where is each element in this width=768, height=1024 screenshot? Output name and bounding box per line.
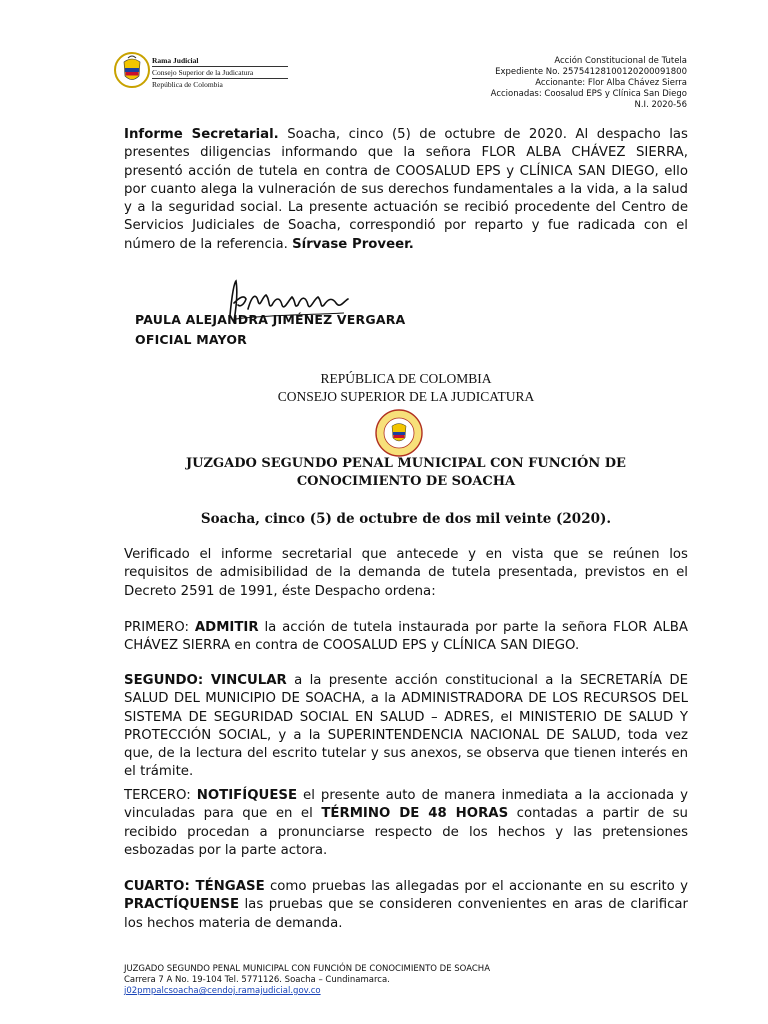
order-term: TÉRMINO DE 48 HORAS [321,806,509,822]
order-segundo [124,672,688,782]
council-heading: CONSEJO SUPERIOR DE LA JUDICATURA [277,389,535,404]
signer-name: PAULA ALEJANDRA JIMÉNEZ VERGARA [135,312,406,327]
logo-divider [152,78,288,79]
footer-address: Carrera 7 A No. 19-104 Tel. 5771126. Soacha – Cundinamarca. [124,975,390,985]
order-primero [124,619,688,656]
order-verb: TÉNGASE [195,879,265,894]
order-cuarto [124,878,688,933]
page-footer [124,964,490,997]
case-accionadas: Accionadas: Coosalud EPS y Clínica San Diego [490,89,687,99]
order-verb: ADMITIR [194,620,259,635]
case-accionante: Accionante: Flor Alba Chávez Sierra [535,78,687,88]
logo-line-consejo: Consejo Superior de la Judicatura [152,68,254,77]
order-label: PRIMERO: [124,620,195,635]
intro-paragraph: Verificado el informe secretarial que antecede y en vista que se reúnen los requisitos de admisibilidad de la demanda de tutela presentada, previstos en el Decreto 2591 de 1991, éste Despacho ordena: [124,547,688,599]
informe-closing: Sírvase Proveer. [292,236,414,252]
logo-text-block [152,56,288,89]
case-reference-block [491,56,687,111]
order-text: el presente auto de manera inmediata a la accionada y vinculadas para que en el [124,788,688,822]
order-text: las pruebas que se consideren convenientes en aras de clarificar los hechos materia de demanda. [124,897,688,931]
footer-email-link[interactable]: j02pmpalcsoacha@cendoj.ramajudicial.gov.co [124,986,321,996]
footer-court: JUZGADO SEGUNDO PENAL MUNICIPAL CON FUNCIÓN DE CONOCIMIENTO DE SOACHA [124,964,491,974]
colombia-coat-of-arms-icon [112,50,152,90]
decision-date: Soacha, cinco (5) de octubre de dos mil veinte (2020). [200,511,612,527]
order-tercero [124,787,688,860]
signer-role: OFICIAL MAYOR [135,332,248,347]
order-text: la acción de tutela instaurada por parte la señora FLOR ALBA CHÁVEZ SIERRA en contra de COOSALUD EPS y CLÍNICA SAN DIEGO. [124,620,688,654]
case-ni: N.I. 2020-56 [634,100,687,110]
order-text: contadas a partir de su recibido procedan a pronunciarse respecto de los hechos y las pretensiones esbozadas por la parte actora. [124,806,688,858]
order-verb: PRACTÍQUENSE [124,897,240,913]
logo-line-republica: República de Colombia [152,80,223,89]
rama-judicial-logo [112,50,292,90]
order-verb: VINCULAR [210,673,287,688]
court-heading-line1: JUZGADO SEGUNDO PENAL MUNICIPAL CON FUNCIÓN DE [186,456,626,471]
country-heading: REPÚBLICA DE COLOMBIA [320,371,492,386]
order-text: como pruebas las allegadas por el accionante en su escrito y [264,879,689,894]
court-heading-line2: CONOCIMIENTO DE SOACHA [296,474,516,489]
order-label: TERCERO: [124,788,197,803]
informe-title: Informe Secretarial. [124,127,279,142]
order-verb: NOTIFÍQUESE [196,788,298,803]
order-text: a la presente acción constitucional a la SECRETARÍA DE SALUD DEL MUNICIPIO DE SOACHA, a la ADMINISTRADORA DE LOS RECURSOS DEL SISTEMA DE SEGURIDAD SOCIAL EN SALUD – ADRES, el MINISTERIO DE SALUD Y PROTECCIÓN SOCIAL, y a la SUPERINTENDENCIA NACIONAL DE SALUD, toda vez que, de la lectura del escrito tutelar y sus anexos, se observa que tienen interés en el trámite. [124,673,688,780]
informe-secretarial [124,126,688,254]
order-label: CUARTO: [124,879,196,894]
rama-judicial-seal-icon [368,408,430,458]
informe-text: Soacha, cinco (5) de octubre de 2020. Al despacho las presentes diligencias informando que la señora FLOR ALBA CHÁVEZ SIERRA, presentó acción de tutela en contra de COOSALUD EPS y CLÍNICA SAN DIEGO, ello por cuanto alega la vulneración de sus derechos fundamentales a la vida, a la salud y a la seguridad social. La presente actuación se recibió procedente del Centro de Servicios Judiciales de Soacha, correspondió por reparto y fue radicada con el número de la referencia. [124,127,688,252]
case-type: Acción Constitucional de Tutela [554,56,687,66]
case-expediente: Expediente No. 25754128100120200091800 [495,67,687,77]
logo-line-rama: Rama Judicial [152,56,199,65]
signer-block [135,310,405,350]
order-label: SEGUNDO: [124,673,211,688]
logo-divider [152,66,288,67]
